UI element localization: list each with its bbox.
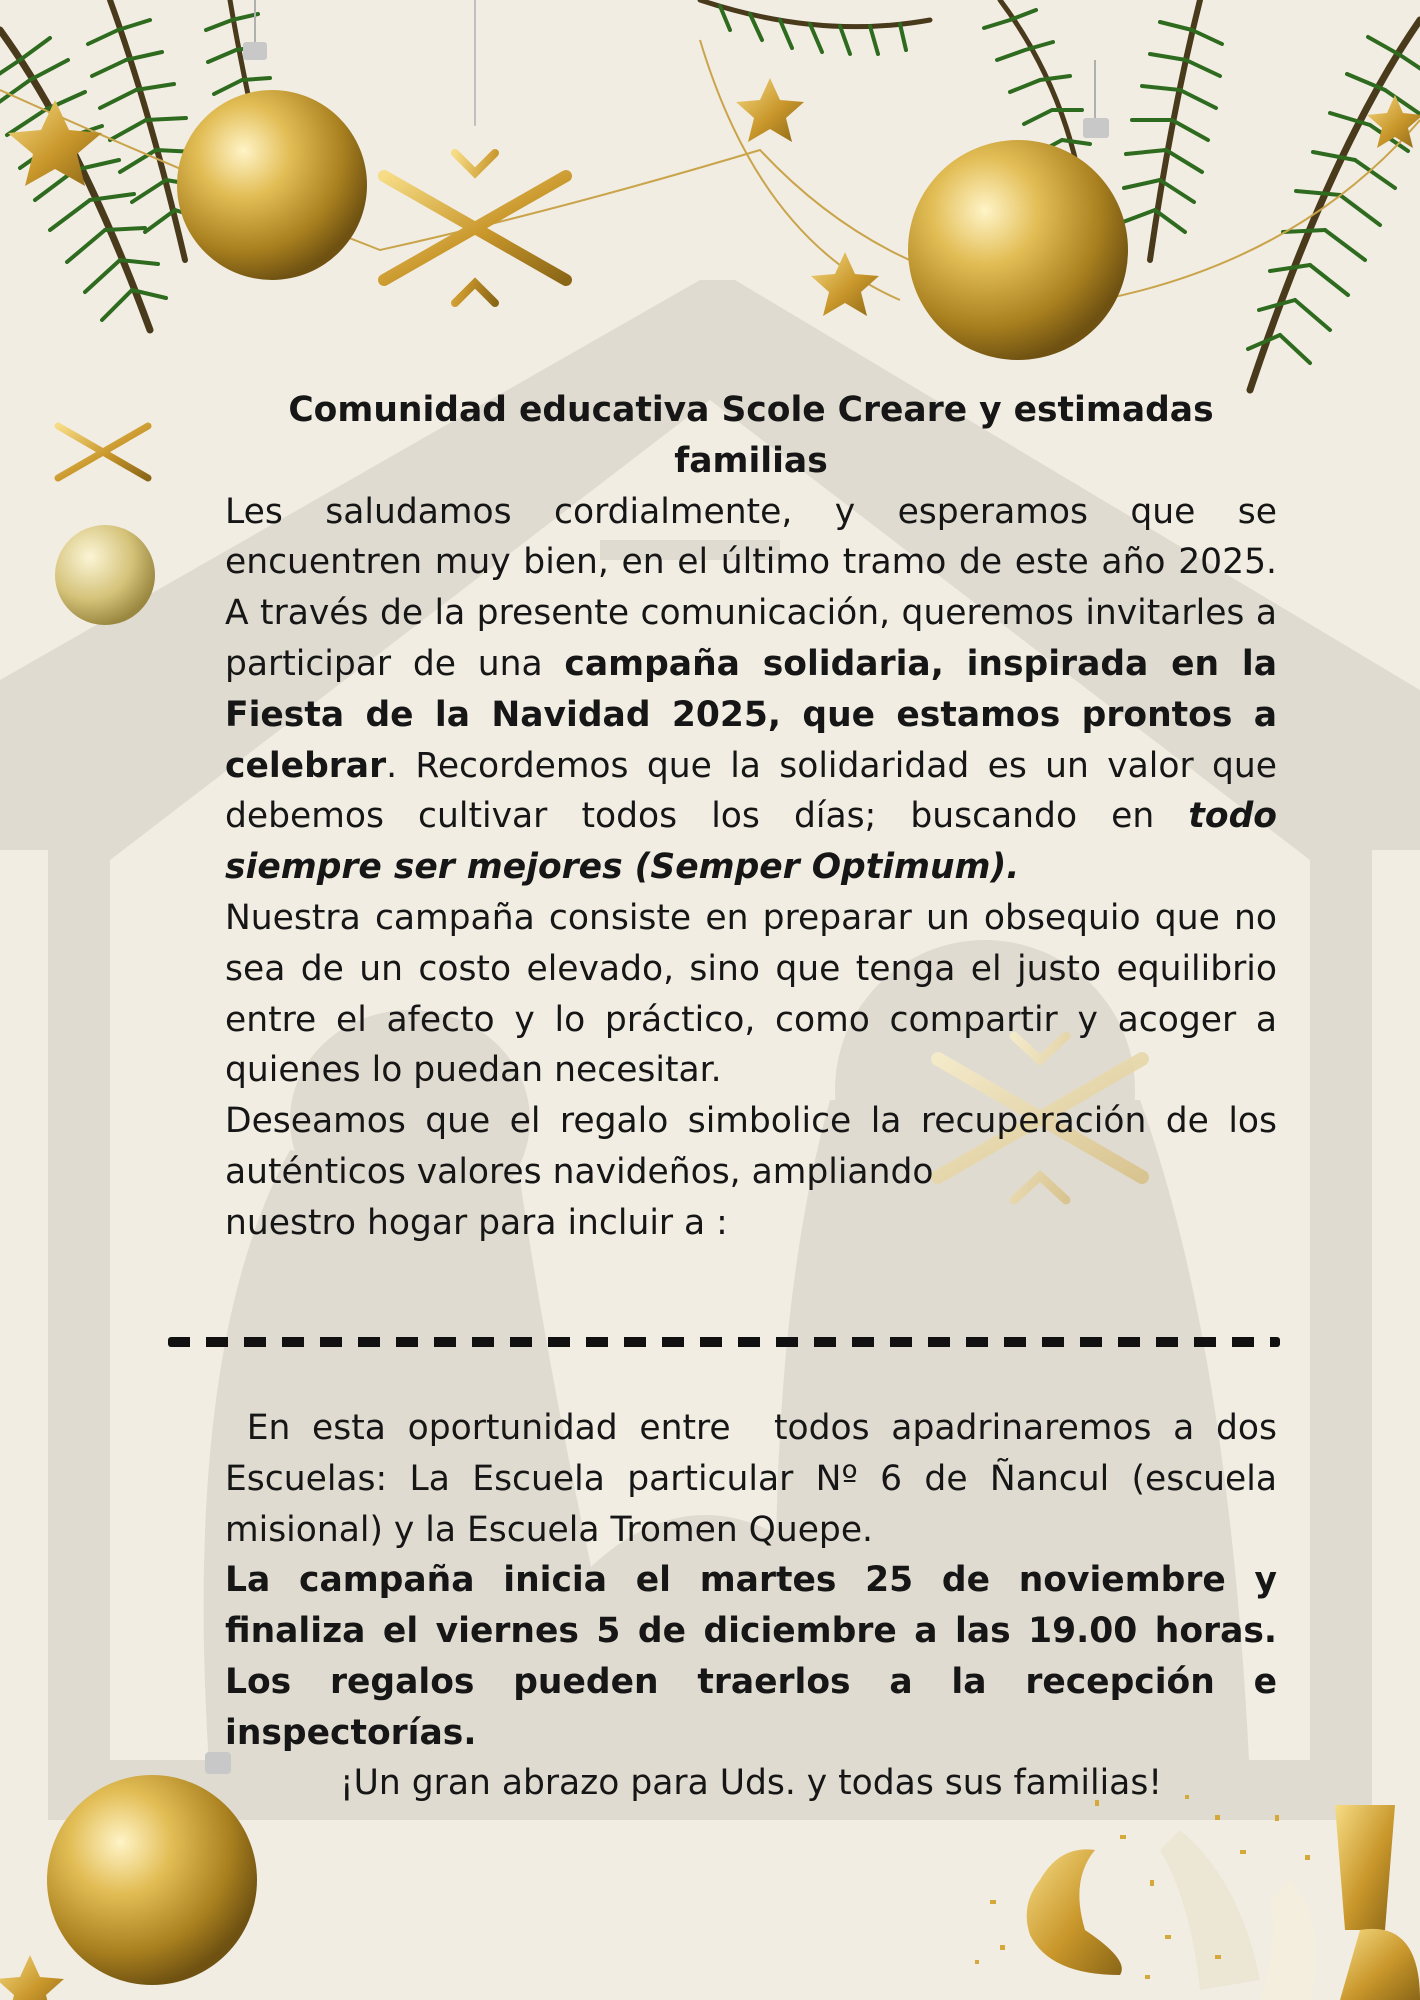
- closing-greeting: ¡Un gran abrazo para Uds. y todas sus familias!: [339, 1763, 1163, 1803]
- snowflake-icon: [58, 400, 148, 504]
- intro-text-b: . Recordemos que la solidaridad es un valor que debemos cultivar todos los días; buscando en: [225, 745, 1277, 837]
- intro-text-a: Les saludamos cordialmente, y esperamos que se encuentren muy bien, en el último tramo de este año 2025. A través de la presente comunicación, queremos invitarles a participar de una: [225, 491, 1277, 684]
- schools-paragraph: En esta oportunidad entre todos apadrinaremos a dos Escuelas: La Escuela particular Nº 6 de Ñancul (escuela misional) y la Escuela Tromen Quepe.: [225, 1408, 1288, 1550]
- dashed-divider: [168, 1337, 1280, 1347]
- wish-paragraph: [225, 1096, 1277, 1248]
- confetti: [975, 1795, 1420, 2000]
- letter-title: Comunidad educativa Scole Creare y estimadas familias: [288, 390, 1214, 481]
- dates-paragraph: La campaña inicia el martes 25 de noviembre y finaliza el viernes 5 de diciembre a las 19.00 horas. Los regalos pueden traerlos a la recepción e inspectorías.: [225, 1560, 1277, 1753]
- letter-body: [225, 385, 1277, 1249]
- intro-paragraph: [225, 487, 1277, 893]
- motto-text: todo siempre ser mejores (Semper Optimum).: [225, 796, 1277, 888]
- wish-line-1: Deseamos que el regalo simbolice la recuperación de los auténticos valores navideños, ampliando: [225, 1101, 1277, 1192]
- campaign-text: Nuestra campaña consiste en preparar un obsequio que no sea de un costo elevado, sino que tenga el justo equilibrio entre el afecto y lo práctico, como compartir y acoger a quienes lo puedan necesitar.: [225, 897, 1277, 1091]
- campaign-highlight: campaña solidaria, inspirada en la Fiesta de la Navidad 2025, que estamos prontos a celebrar: [225, 643, 1277, 786]
- campaign-paragraph: [225, 893, 1277, 1096]
- wish-line-2: nuestro hogar para incluir a :: [225, 1202, 728, 1243]
- snowflake-icon: [384, 0, 566, 333]
- letter-body-second: [225, 1403, 1288, 1759]
